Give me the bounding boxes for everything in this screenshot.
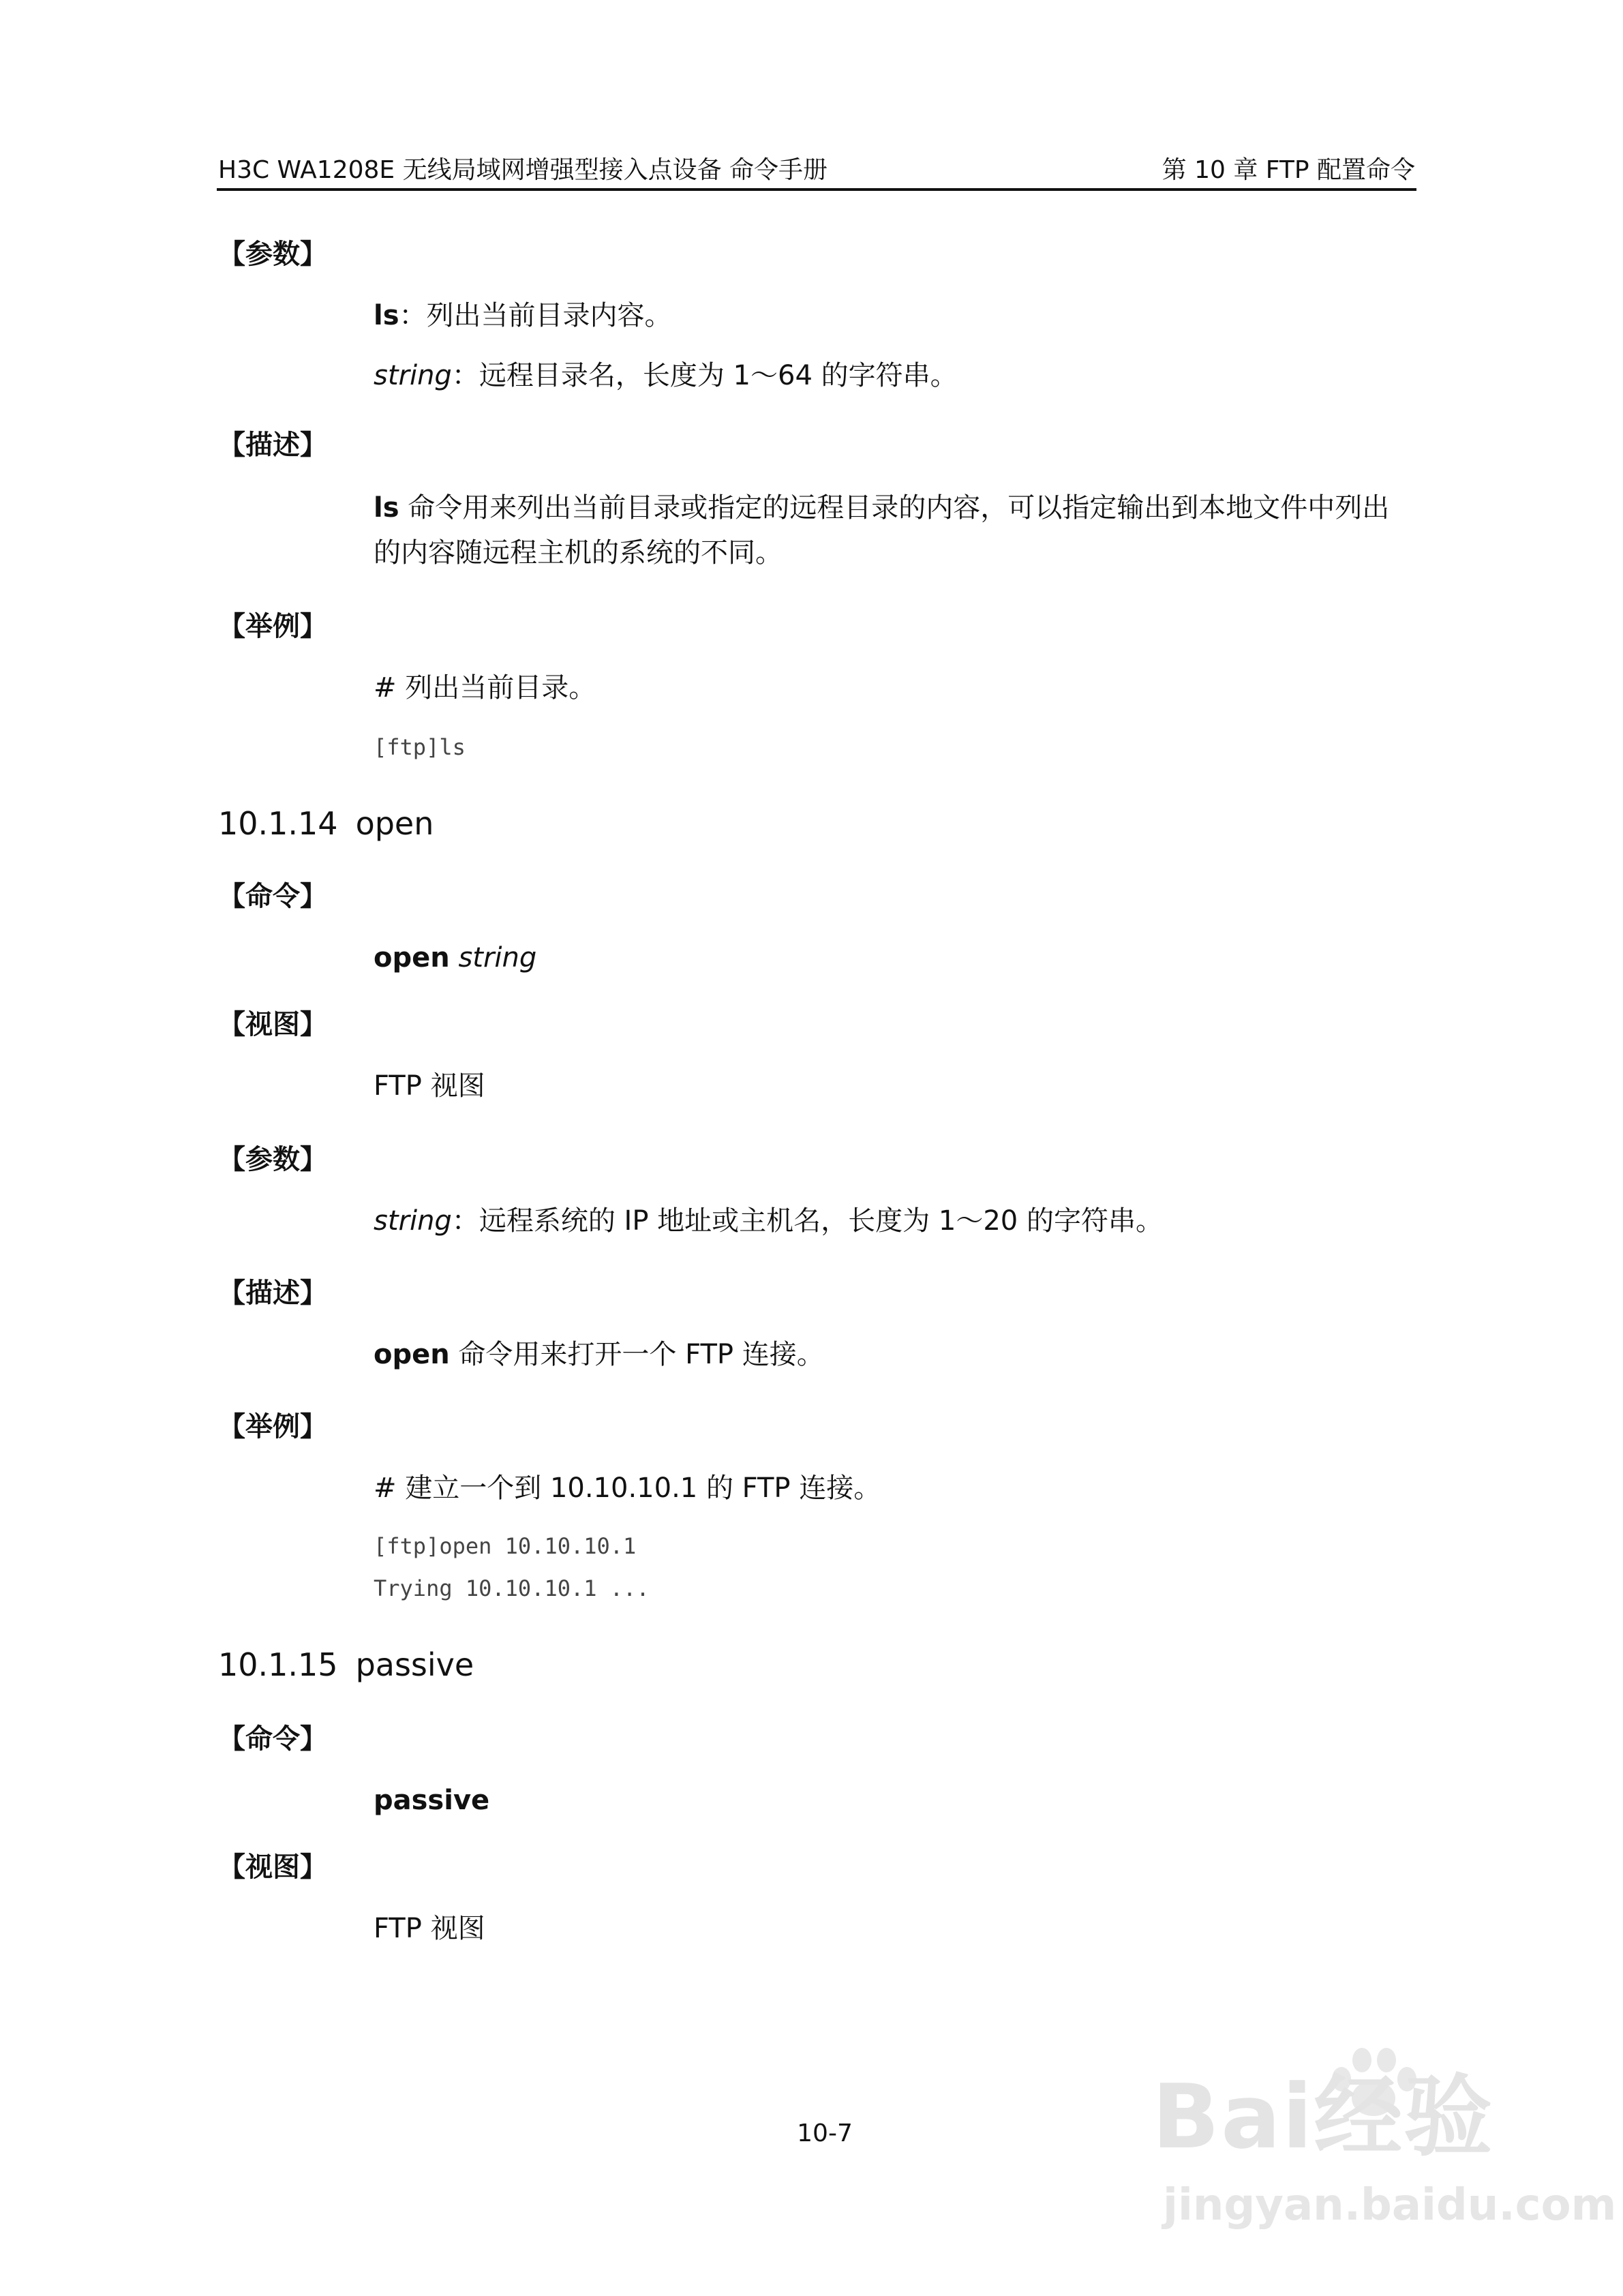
ls-example-code: [ftp]ls: [374, 734, 466, 760]
ls-param-string: [374, 353, 1416, 398]
ls-example-heading: 【举例】: [218, 611, 327, 642]
passive-view-heading: 【视图】: [218, 1852, 327, 1883]
open-desc-heading: 【描述】: [218, 1278, 327, 1309]
param-description: ：远程目录名，长度为 1～64 的字符串。: [451, 360, 958, 391]
command-argument: string: [458, 942, 537, 973]
desc-text: 命令用来打开一个 FTP 连接。: [449, 1339, 824, 1370]
section-heading-open: [218, 804, 434, 843]
passive-cmd-heading: 【命令】: [218, 1723, 327, 1755]
section-number: 10.1.15: [218, 1646, 338, 1683]
open-params-heading: 【参数】: [218, 1144, 327, 1175]
ls-desc-heading: 【描述】: [218, 429, 327, 461]
baidu-jingyan-watermark: [1152, 2045, 1617, 2250]
param-description: ：远程系统的 IP 地址或主机名，长度为 1～20 的字符串。: [451, 1205, 1163, 1237]
open-example-comment: # 建立一个到 10.10.10.1 的 FTP 连接。: [374, 1472, 881, 1504]
ls-example-comment: # 列出当前目录。: [374, 672, 596, 704]
header-divider: [217, 188, 1416, 191]
open-param-string: [374, 1198, 1416, 1243]
open-view-heading: 【视图】: [218, 1009, 327, 1040]
command-keyword: open: [374, 942, 450, 973]
open-example-heading: 【举例】: [218, 1411, 327, 1442]
section-number: 10.1.14: [218, 805, 338, 842]
desc-keyword: open: [374, 1339, 450, 1370]
param-description: ：列出当前目录内容。: [399, 300, 672, 331]
open-cmd-heading: 【命令】: [218, 881, 327, 912]
section-title: passive: [355, 1646, 474, 1683]
watermark-logo: Bai经验: [1152, 2065, 1494, 2169]
running-header-chapter: 第 10 章 FTP 配置命令: [1162, 156, 1415, 184]
page-number: 10-7: [797, 2119, 853, 2147]
desc-keyword: ls: [374, 492, 399, 524]
ls-params-heading: 【参数】: [218, 239, 327, 270]
open-description: [374, 1332, 1416, 1377]
open-example-code-line-2: Trying 10.10.10.1 ...: [374, 1575, 650, 1601]
open-example-code-line-1: [ftp]open 10.10.10.1: [374, 1533, 637, 1559]
ls-param-ls: [374, 293, 1416, 338]
section-title: open: [355, 805, 434, 842]
param-keyword: ls: [374, 300, 399, 331]
passive-view-text: FTP 视图: [374, 1913, 485, 1944]
command-keyword: passive: [374, 1785, 490, 1816]
watermark-url: jingyan.baidu.com: [1163, 2180, 1617, 2231]
ls-description: [374, 485, 1416, 575]
param-keyword: string: [374, 1205, 452, 1237]
param-keyword: string: [374, 360, 452, 391]
running-header-title: H3C WA1208E 无线局域网增强型接入点设备 命令手册: [218, 156, 828, 184]
section-heading-passive: [218, 1646, 474, 1684]
passive-command-syntax: [374, 1778, 1416, 1823]
open-command-syntax: [374, 935, 1416, 980]
open-view-text: FTP 视图: [374, 1070, 485, 1102]
desc-text: 命令用来列出当前目录或指定的远程目录的内容，可以指定输出到本地文件中列出的内容随远程主机的系统的不同。: [374, 492, 1390, 569]
